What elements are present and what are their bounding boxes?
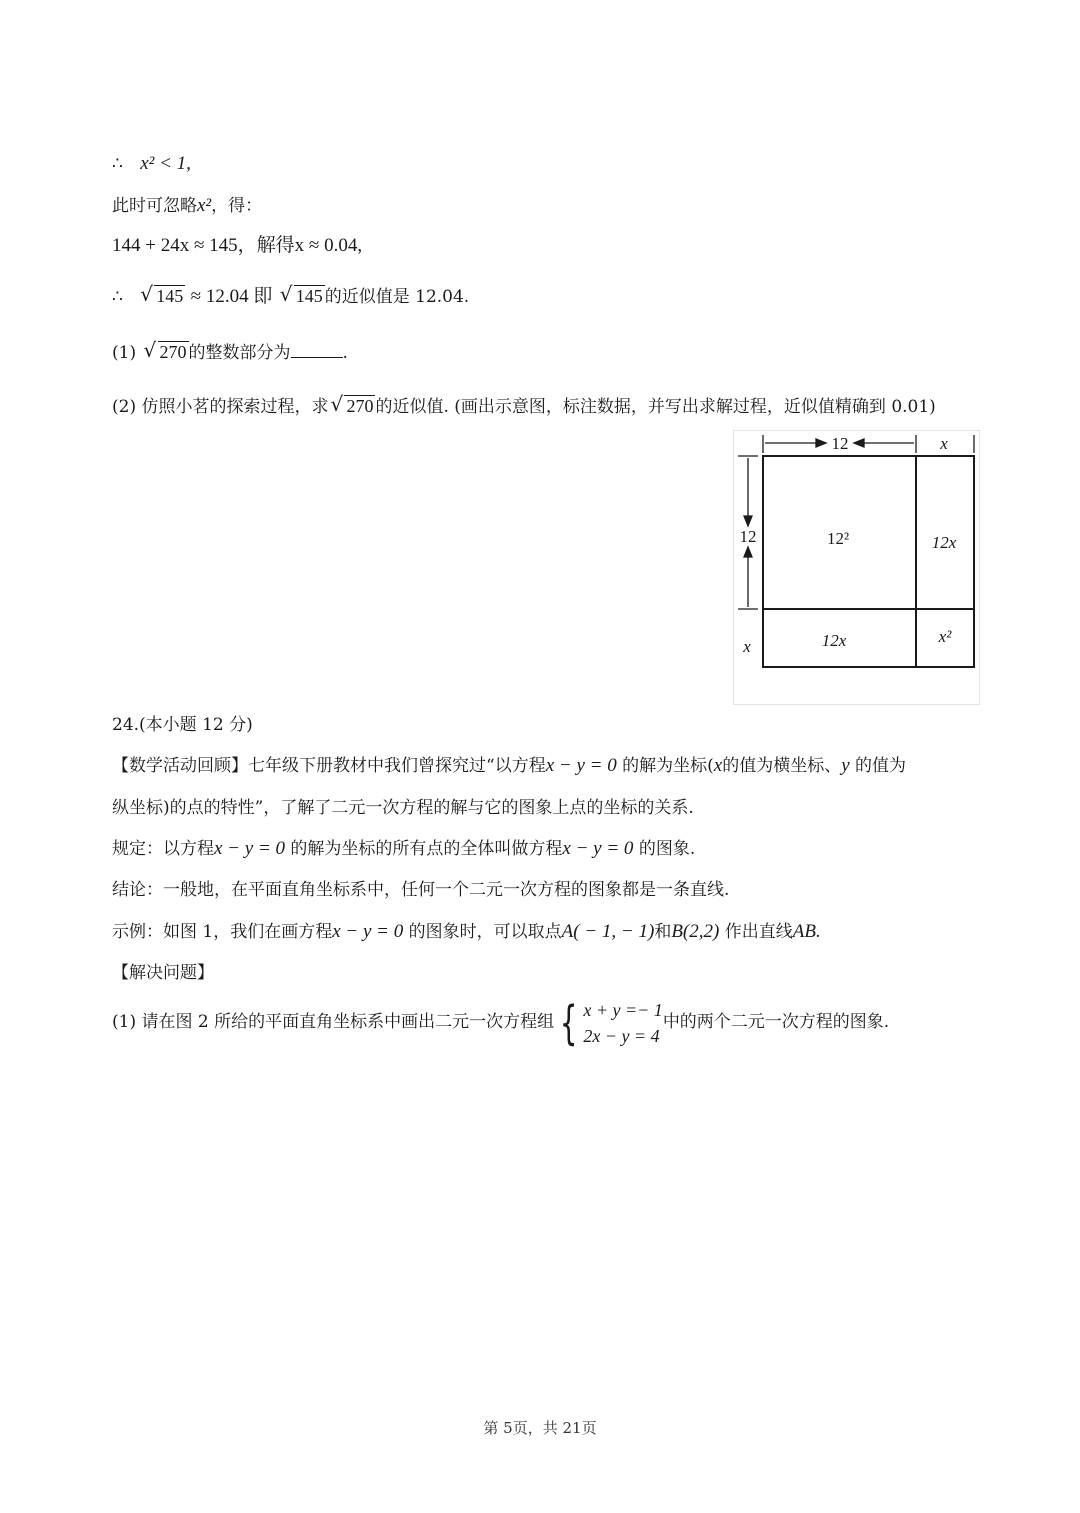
line-ab: AB. (792, 921, 821, 942)
text: 此时可忽略 (112, 196, 197, 216)
problem24-review-line2 (112, 796, 694, 820)
label-top-x: x (940, 434, 948, 453)
equation: x − y = 0 (332, 921, 404, 942)
answer-blank[interactable] (291, 343, 343, 358)
text: 作出直线 (724, 922, 793, 942)
text: 和 (654, 922, 672, 942)
radicand: 270 (346, 396, 374, 416)
problem24-review-line1 (112, 754, 906, 778)
text: 的值为 (855, 756, 907, 776)
equation: 144 + 24x ≈ 145，解得x ≈ 0.04, (112, 235, 363, 256)
solve-header (112, 961, 214, 985)
q-label: (1) (112, 343, 137, 363)
sqrt-145: √ 145 (140, 282, 184, 306)
text: 的解为坐标( (622, 756, 714, 776)
text: 结论：一般地，在平面直角坐标系中，任何一个二元一次方程的图象都是一条直线. (112, 880, 730, 900)
square-diagram (733, 430, 980, 705)
problem24-conclusion (112, 878, 729, 902)
inequality: x² < 1, (140, 153, 191, 174)
approx-text: ≈ 12.04 即 (190, 286, 273, 307)
q-text: 的近似值. (画出示意图，标注数据，并写出求解过程，近似值精确到 0.01) (375, 397, 936, 417)
text: 【数学活动回顾】七年级下册教材中我们曾探究过“以方程 (112, 756, 546, 776)
label-right-rect: 12x (931, 533, 957, 552)
point-a: A( − 1, − 1) (561, 921, 655, 942)
label-big-square: 12² (826, 529, 850, 548)
text: 的图象. (638, 839, 696, 859)
equation-system (554, 997, 663, 1049)
q-label: (2) 仿照小茗的探索过程，求 (112, 397, 329, 417)
point-b: B(2,2) (671, 921, 720, 942)
line-sqrt-145 (112, 284, 469, 309)
sqrt-270: √ 270 (330, 392, 374, 416)
line-ignore-x2 (112, 194, 262, 218)
equation: x − y = 0 (562, 838, 634, 859)
var-y: y (841, 755, 850, 776)
label-bottom-rect: 12x (821, 631, 847, 650)
label-side-x: x (743, 637, 751, 656)
text: 中的两个二元一次方程的图象. (662, 1012, 890, 1032)
radicand: 145 (156, 286, 184, 306)
sqrt-145-2: √ 145 (279, 282, 323, 306)
label-top-12: 12 (831, 434, 849, 453)
system-row-2: 2x − y = 4 (583, 1025, 660, 1046)
text: 示例：如图 1，我们在画方程 (112, 922, 333, 942)
var-x: x (713, 755, 723, 776)
therefore-symbol: ∴ (112, 154, 123, 174)
radicand: 270 (159, 342, 187, 362)
problem24-example (112, 920, 821, 944)
text: 纵坐标)的点的特性”，了解了二元一次方程的解与它的图象上点的坐标的关系. (112, 798, 694, 818)
problem24-q1 (112, 996, 889, 1049)
header-text: 24.(本小题 12 分) (112, 715, 253, 735)
text: 的值为横坐标、 (722, 756, 842, 776)
system-row-1: x + y =− 1 (583, 999, 663, 1020)
text: 的图象时，可以取点 (408, 922, 562, 942)
problem24-header (112, 713, 253, 737)
page-footer: 第 5页，共 21页 (483, 1419, 597, 1437)
radicand: 145 (295, 286, 323, 306)
var-x2: x² (197, 195, 212, 216)
brace-icon: { (559, 995, 578, 1050)
equation: x − y = 0 (214, 838, 286, 859)
text: 【解决问题】 (112, 963, 214, 983)
line-therefore-x2 (112, 152, 191, 176)
question-2 (112, 394, 936, 419)
line-solve-x (112, 234, 362, 258)
problem24-rule (112, 837, 695, 861)
q-text: 的整数部分为 (188, 343, 291, 363)
text: 规定：以方程 (112, 839, 214, 859)
diagram-svg (734, 431, 979, 704)
label-corner: x² (938, 627, 952, 646)
equation: x − y = 0 (545, 755, 617, 776)
therefore-symbol: ∴ (112, 287, 123, 307)
text: (1) 请在图 2 所给的平面直角坐标系中画出二元一次方程组 (112, 1012, 555, 1032)
tail-text: 的近似值是 12.04. (324, 287, 470, 307)
text: ，得： (211, 196, 263, 216)
sqrt-270: √ 270 (143, 338, 187, 362)
text: 的解为坐标的所有点的全体叫做方程 (290, 839, 563, 859)
question-1 (112, 340, 348, 365)
period: . (342, 343, 348, 363)
label-side-12: 12 (739, 527, 757, 546)
